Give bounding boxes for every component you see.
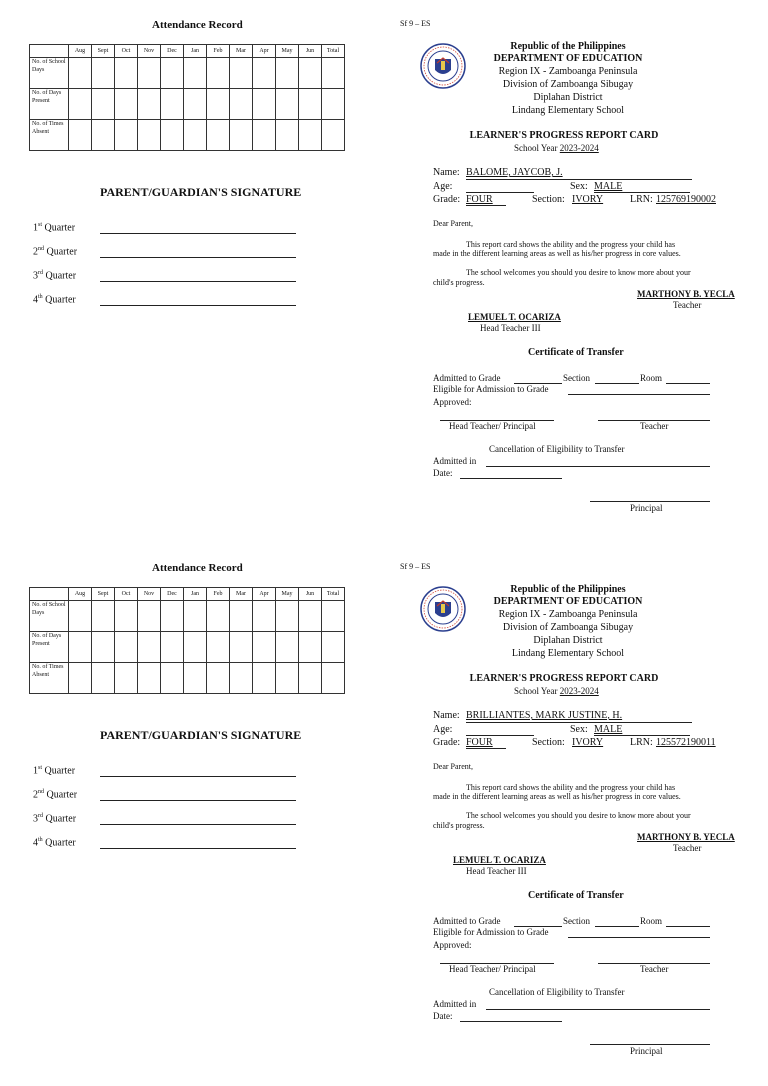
age-label: Age: — [433, 181, 453, 192]
attendance-cell[interactable] — [207, 58, 230, 89]
letter-greeting: Dear Parent, — [433, 762, 473, 771]
quarter-label-4 — [33, 294, 76, 305]
principal-signature-label: Principal — [630, 1046, 663, 1056]
attendance-cell[interactable] — [161, 120, 184, 151]
quarter-suffix: nd — [38, 789, 44, 795]
month-header-aug: Aug — [69, 588, 92, 601]
attendance-table — [29, 44, 345, 151]
quarter-number: 2 — [33, 789, 38, 801]
admitted-grade-label: Admitted to Grade — [433, 916, 501, 926]
month-header-oct: Oct — [115, 588, 138, 601]
attendance-cell[interactable] — [322, 632, 345, 663]
sex-label: Sex: — [570, 181, 588, 192]
letter-p1-line1: This report card shows the ability and the progress your child has — [466, 240, 676, 249]
form-code: Sf 9 – ES — [400, 562, 431, 571]
school-year-value: 2023-2024 — [559, 143, 599, 153]
month-header-mar: Mar — [230, 45, 253, 58]
approved-label: Approved: — [433, 940, 472, 950]
month-header-feb: Feb — [207, 45, 230, 58]
letter-p1-line2: made in the different learning areas as well as his/her progress in core values. — [433, 792, 681, 801]
eligible-label: Eligible for Admission to Grade — [433, 384, 549, 394]
attendance-cell[interactable] — [138, 120, 161, 151]
report-title: LEARNER'S PROGRESS REPORT CARD — [469, 130, 659, 141]
attendance-row — [30, 663, 345, 694]
name-label: Name: — [433, 167, 460, 178]
attendance-cell[interactable] — [322, 58, 345, 89]
attendance-cell[interactable] — [207, 663, 230, 694]
attendance-cell[interactable] — [138, 632, 161, 663]
head-teacher-role: Head Teacher III — [466, 866, 527, 876]
transfer-section-label: Section — [563, 916, 590, 926]
attendance-cell[interactable] — [161, 632, 184, 663]
month-header-aug: Aug — [69, 45, 92, 58]
learner-sex: MALE — [594, 181, 623, 192]
school-year-value: 2023-2024 — [559, 686, 599, 696]
teacher-name: MARTHONY B. YECLA — [637, 289, 735, 299]
head-teacher-name: LEMUEL T. OCARIZA — [453, 855, 546, 865]
sex-label: Sex: — [570, 724, 588, 735]
attendance-cell[interactable] — [230, 89, 253, 120]
quarter-number: 3 — [33, 270, 38, 282]
head-teacher-role: Head Teacher III — [480, 323, 541, 333]
quarter-suffix: th — [38, 294, 43, 300]
lrn-label: LRN: — [630, 737, 653, 748]
quarter-number: 1 — [33, 765, 38, 777]
attendance-table — [29, 587, 345, 694]
attendance-cell[interactable] — [322, 601, 345, 632]
attendance-cell[interactable] — [69, 632, 92, 663]
cancellation-title: Cancellation of Eligibility to Transfer — [489, 444, 625, 454]
grade-label: Grade: — [433, 737, 461, 748]
month-header-sept: Sept — [92, 45, 115, 58]
attendance-cell[interactable] — [69, 120, 92, 151]
head-teacher-name: LEMUEL T. OCARIZA — [468, 312, 561, 322]
learner-grade: FOUR — [466, 194, 493, 205]
quarter-signature-line[interactable] — [100, 776, 296, 777]
attendance-cell[interactable] — [253, 663, 276, 694]
attendance-corner-cell — [30, 588, 69, 601]
month-header-may: May — [276, 588, 299, 601]
attendance-cell[interactable] — [69, 663, 92, 694]
month-header-sept: Sept — [92, 588, 115, 601]
month-header-jun: Jun — [299, 45, 322, 58]
month-header-nov: Nov — [138, 588, 161, 601]
attendance-row — [30, 120, 345, 151]
month-header-feb: Feb — [207, 588, 230, 601]
school-line: Lindang Elementary School — [511, 648, 625, 659]
cancel-admitted-label: Admitted in — [433, 456, 477, 466]
quarter-label-2 — [33, 789, 77, 800]
quarter-suffix: st — [38, 222, 43, 228]
attendance-cell[interactable] — [138, 58, 161, 89]
letter-p2-line1: The school welcomes you should you desire to know more about your — [466, 811, 691, 820]
attendance-cell[interactable] — [184, 663, 207, 694]
section-label: Section: — [532, 737, 565, 748]
attendance-row — [30, 89, 345, 120]
learner-name: BALOME, JAYCOB, J. — [466, 167, 563, 178]
attendance-cell[interactable] — [253, 120, 276, 151]
attendance-cell[interactable] — [207, 632, 230, 663]
school-line: Lindang Elementary School — [511, 105, 625, 116]
attendance-cell[interactable] — [230, 663, 253, 694]
attendance-cell[interactable] — [276, 663, 299, 694]
form-code: Sf 9 – ES — [400, 19, 431, 28]
attendance-cell[interactable] — [276, 120, 299, 151]
attendance-cell[interactable] — [276, 89, 299, 120]
attendance-cell[interactable] — [299, 120, 322, 151]
month-header-jan: Jan — [184, 588, 207, 601]
attendance-cell[interactable] — [92, 601, 115, 632]
quarter-suffix: rd — [38, 813, 43, 819]
attendance-cell[interactable] — [115, 663, 138, 694]
attendance-cell[interactable] — [299, 601, 322, 632]
attendance-row-label: No. of School Days — [30, 601, 69, 632]
republic-line: Republic of the Philippines — [510, 584, 626, 595]
quarter-label-2 — [33, 246, 77, 257]
admitted-grade-label: Admitted to Grade — [433, 373, 501, 383]
quarter-suffix: rd — [38, 270, 43, 276]
grade-label: Grade: — [433, 194, 461, 205]
attendance-cell[interactable] — [299, 89, 322, 120]
attendance-cell[interactable] — [276, 601, 299, 632]
month-header-total: Total — [322, 45, 345, 58]
attendance-cell[interactable] — [253, 58, 276, 89]
month-header-dec: Dec — [161, 588, 184, 601]
division-line: Division of Zamboanga Sibugay — [502, 622, 634, 633]
letter-p2-line1: The school welcomes you should you desire to know more about your — [466, 268, 691, 277]
attendance-row-label: No. of Times Absent — [30, 663, 69, 694]
attendance-cell[interactable] — [161, 601, 184, 632]
attendance-cell[interactable] — [207, 89, 230, 120]
teacher-role: Teacher — [673, 300, 702, 310]
attendance-cell[interactable] — [230, 601, 253, 632]
attendance-cell[interactable] — [69, 58, 92, 89]
attendance-title: Attendance Record — [152, 562, 243, 574]
region-line: Region IX - Zamboanga Peninsula — [498, 609, 638, 620]
attendance-header-row — [30, 45, 345, 58]
attendance-cell[interactable] — [138, 663, 161, 694]
attendance-header-row — [30, 588, 345, 601]
attendance-cell[interactable] — [115, 632, 138, 663]
attendance-row-label: No. of School Days — [30, 58, 69, 89]
attendance-cell[interactable] — [299, 632, 322, 663]
letter-p1-line1: This report card shows the ability and the progress your child has — [466, 783, 676, 792]
quarter-label-3 — [33, 270, 76, 281]
attendance-title: Attendance Record — [152, 19, 243, 31]
transfer-section-label: Section — [563, 373, 590, 383]
attendance-cell[interactable] — [184, 58, 207, 89]
quarter-number: 4 — [33, 294, 38, 306]
quarter-word: Quarter — [45, 294, 76, 306]
quarter-label-1 — [33, 765, 75, 776]
transfer-room-label: Room — [640, 373, 663, 383]
attendance-cell[interactable] — [253, 632, 276, 663]
learner-lrn: 125572190011 — [656, 737, 716, 748]
quarter-signature-line[interactable] — [100, 800, 296, 801]
attendance-row-label: No. of Days Present — [30, 632, 69, 663]
head-principal-signature-label: Head Teacher/ Principal — [449, 421, 536, 431]
school-year — [514, 143, 599, 153]
district-line: Diplahan District — [533, 635, 603, 646]
letter-greeting: Dear Parent, — [433, 219, 473, 228]
school-year-label: School Year — [514, 686, 558, 696]
letter-p2-line2: child's progress. — [433, 278, 485, 287]
quarter-number: 2 — [33, 246, 38, 258]
attendance-cell[interactable] — [207, 601, 230, 632]
quarter-signature-line[interactable] — [100, 281, 296, 282]
report-title: LEARNER'S PROGRESS REPORT CARD — [469, 673, 659, 684]
attendance-cell[interactable] — [92, 120, 115, 151]
signature-title: PARENT/GUARDIAN'S SIGNATURE — [100, 185, 302, 199]
attendance-cell[interactable] — [138, 601, 161, 632]
attendance-cell[interactable] — [161, 89, 184, 120]
attendance-cell[interactable] — [322, 89, 345, 120]
quarter-word: Quarter — [45, 813, 77, 825]
quarter-number: 4 — [33, 837, 38, 849]
learner-section: IVORY — [572, 194, 604, 205]
attendance-cell[interactable] — [207, 120, 230, 151]
attendance-row — [30, 632, 345, 663]
quarter-number: 1 — [33, 222, 38, 234]
cancel-date-label: Date: — [433, 468, 453, 478]
month-header-apr: Apr — [253, 45, 276, 58]
quarter-suffix: nd — [38, 246, 44, 252]
principal-signature-label: Principal — [630, 503, 663, 513]
report-card — [0, 543, 768, 1086]
department-line: DEPARTMENT OF EDUCATION — [493, 53, 643, 64]
district-line: Diplahan District — [533, 92, 603, 103]
month-header-jun: Jun — [299, 588, 322, 601]
attendance-cell[interactable] — [253, 601, 276, 632]
cancellation-title: Cancellation of Eligibility to Transfer — [489, 987, 625, 997]
eligible-label: Eligible for Admission to Grade — [433, 927, 549, 937]
attendance-cell[interactable] — [92, 663, 115, 694]
attendance-row — [30, 58, 345, 89]
quarter-word: Quarter — [45, 270, 77, 282]
learner-sex: MALE — [594, 724, 623, 735]
attendance-cell[interactable] — [322, 120, 345, 151]
transfer-room-label: Room — [640, 916, 663, 926]
attendance-cell[interactable] — [253, 89, 276, 120]
quarter-word: Quarter — [46, 789, 78, 801]
quarter-label-3 — [33, 813, 76, 824]
republic-line: Republic of the Philippines — [510, 41, 626, 52]
deped-seal-icon — [420, 586, 466, 632]
attendance-cell[interactable] — [299, 58, 322, 89]
attendance-cell[interactable] — [115, 120, 138, 151]
month-header-dec: Dec — [161, 45, 184, 58]
attendance-cell[interactable] — [230, 632, 253, 663]
transfer-title: Certificate of Transfer — [528, 890, 624, 901]
cancel-admitted-label: Admitted in — [433, 999, 477, 1009]
quarter-word: Quarter — [46, 246, 78, 258]
attendance-cell[interactable] — [230, 58, 253, 89]
quarter-signature-line[interactable] — [100, 233, 296, 234]
teacher-role: Teacher — [673, 843, 702, 853]
attendance-cell[interactable] — [276, 58, 299, 89]
learner-name: BRILLIANTES, MARK JUSTINE, H. — [466, 710, 623, 721]
school-year — [514, 686, 599, 696]
letter-p1-line2: made in the different learning areas as well as his/her progress in core values. — [433, 249, 681, 258]
attendance-cell[interactable] — [230, 120, 253, 151]
attendance-cell[interactable] — [184, 89, 207, 120]
learner-lrn: 125769190002 — [656, 194, 716, 205]
attendance-cell[interactable] — [92, 58, 115, 89]
quarter-suffix: th — [38, 837, 43, 843]
attendance-row-label: No. of Times Absent — [30, 120, 69, 151]
transfer-teacher-signature-label: Teacher — [640, 964, 669, 974]
department-line: DEPARTMENT OF EDUCATION — [493, 596, 643, 607]
quarter-suffix: st — [38, 765, 43, 771]
attendance-cell[interactable] — [322, 663, 345, 694]
quarter-word: Quarter — [45, 837, 76, 849]
attendance-cell[interactable] — [115, 89, 138, 120]
age-label: Age: — [433, 724, 453, 735]
teacher-name: MARTHONY B. YECLA — [637, 832, 735, 842]
head-principal-signature-label: Head Teacher/ Principal — [449, 964, 536, 974]
month-header-total: Total — [322, 588, 345, 601]
month-header-apr: Apr — [253, 588, 276, 601]
month-header-oct: Oct — [115, 45, 138, 58]
attendance-cell[interactable] — [184, 120, 207, 151]
month-header-may: May — [276, 45, 299, 58]
region-line: Region IX - Zamboanga Peninsula — [498, 66, 638, 77]
section-label: Section: — [532, 194, 565, 205]
name-row — [433, 710, 460, 721]
attendance-cell[interactable] — [299, 663, 322, 694]
quarter-signature-line[interactable] — [100, 305, 296, 306]
attendance-cell[interactable] — [69, 601, 92, 632]
attendance-cell[interactable] — [92, 632, 115, 663]
quarter-word: Quarter — [44, 222, 76, 234]
attendance-cell[interactable] — [115, 601, 138, 632]
attendance-cell[interactable] — [161, 58, 184, 89]
transfer-teacher-signature-label: Teacher — [640, 421, 669, 431]
attendance-cell[interactable] — [69, 89, 92, 120]
lrn-label: LRN: — [630, 194, 653, 205]
month-header-mar: Mar — [230, 588, 253, 601]
attendance-corner-cell — [30, 45, 69, 58]
quarter-signature-line[interactable] — [100, 257, 296, 258]
quarter-label-1 — [33, 222, 75, 233]
quarter-signature-line[interactable] — [100, 848, 296, 849]
attendance-cell[interactable] — [161, 663, 184, 694]
attendance-row — [30, 601, 345, 632]
signature-title: PARENT/GUARDIAN'S SIGNATURE — [100, 728, 302, 742]
attendance-cell[interactable] — [92, 89, 115, 120]
approved-label: Approved: — [433, 397, 472, 407]
attendance-row-label: No. of Days Present — [30, 89, 69, 120]
attendance-cell[interactable] — [115, 58, 138, 89]
month-header-nov: Nov — [138, 45, 161, 58]
letter-p2-line2: child's progress. — [433, 821, 485, 830]
attendance-cell[interactable] — [276, 632, 299, 663]
attendance-cell[interactable] — [184, 632, 207, 663]
learner-section: IVORY — [572, 737, 604, 748]
school-year-label: School Year — [514, 143, 558, 153]
cancel-date-label: Date: — [433, 1011, 453, 1021]
quarter-word: Quarter — [44, 765, 76, 777]
attendance-cell[interactable] — [138, 89, 161, 120]
name-label: Name: — [433, 710, 460, 721]
quarter-number: 3 — [33, 813, 38, 825]
deped-seal-icon — [420, 43, 466, 89]
quarter-label-4 — [33, 837, 76, 848]
division-line: Division of Zamboanga Sibugay — [502, 79, 634, 90]
learner-grade: FOUR — [466, 737, 493, 748]
attendance-cell[interactable] — [184, 601, 207, 632]
month-header-jan: Jan — [184, 45, 207, 58]
transfer-title: Certificate of Transfer — [528, 347, 624, 358]
name-row — [433, 167, 460, 178]
quarter-signature-line[interactable] — [100, 824, 296, 825]
